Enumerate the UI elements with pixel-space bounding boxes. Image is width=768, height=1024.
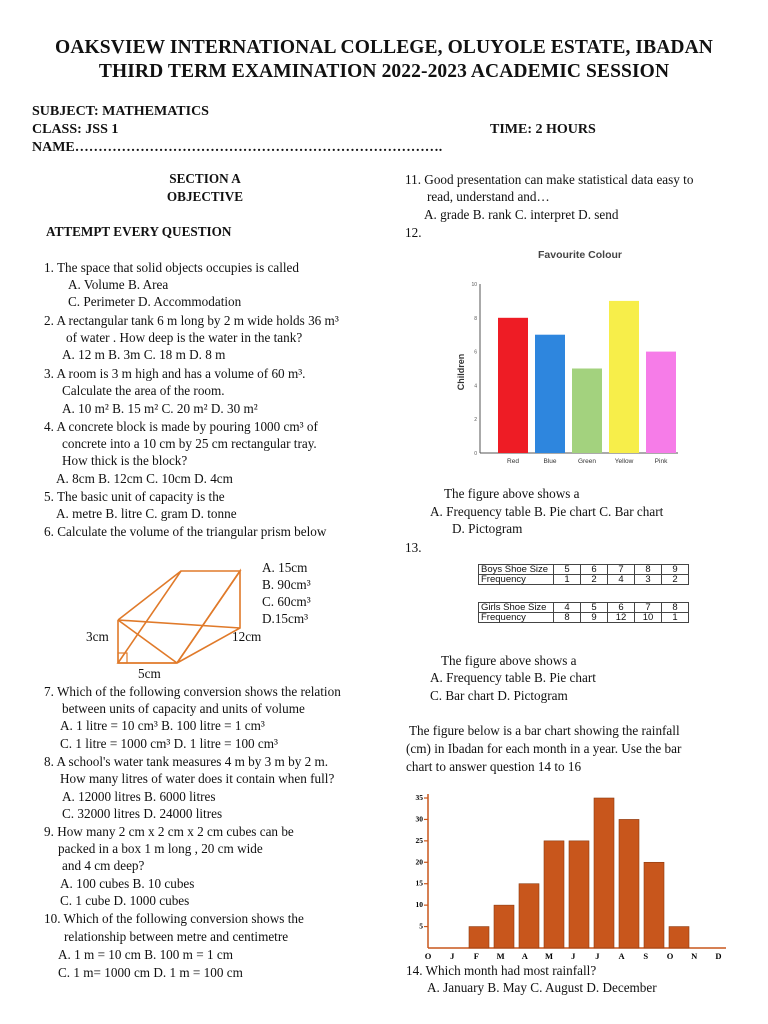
x-tick-label: O (424, 951, 432, 961)
x-tick-label: Green (577, 458, 597, 465)
y-tick-label: 15 (415, 878, 423, 888)
exam-title: THIRD TERM EXAMINATION 2022-2023 ACADEMIC SESSION (98, 61, 670, 82)
table-cell: 6 (581, 565, 608, 575)
x-tick-label: Red (507, 458, 519, 465)
girls-shoe-table (478, 602, 689, 623)
question-line: of water . How deep is the water in the tank? (66, 330, 303, 345)
question-line: The figure above shows a (441, 653, 577, 668)
question-line: C. 60cm³ (262, 594, 311, 609)
rainfall-chart (408, 782, 728, 962)
table-cell: 10 (635, 613, 662, 623)
x-tick-label: F (473, 951, 480, 961)
y-tick-label: 10 (415, 900, 423, 910)
prism-edge (118, 571, 181, 620)
table-row (479, 603, 689, 613)
x-tick-label: Blue (543, 458, 557, 465)
table-cell: 8 (662, 603, 689, 613)
table-cell: Frequency (479, 613, 554, 623)
question-line: 3cm (86, 629, 109, 644)
prism-face-side (177, 571, 240, 663)
question-line: 6. Calculate the volume of the triangular prism below (44, 524, 327, 539)
question-line: A. 8cm B. 12cm C. 10cm D. 4cm (56, 471, 233, 486)
question-line: How many litres of water does it contain when full? (60, 771, 335, 786)
question-line: How thick is the block? (62, 453, 188, 468)
question-line: concrete into a 10 cm by 25 cm rectangular tray. (62, 436, 317, 451)
question-line: relationship between metre and centimetre (64, 929, 289, 944)
x-tick-label: O (666, 951, 674, 961)
table-cell: 6 (608, 603, 635, 613)
question-line: D.15cm³ (262, 611, 309, 626)
x-tick-label: Pink (654, 458, 668, 465)
question-line: 14. Which month had most rainfall? (406, 963, 597, 978)
table-row (479, 565, 689, 575)
x-tick-label: N (691, 951, 698, 961)
y-tick-label: 10 (471, 282, 477, 288)
question-line: A. 1 m = 10 cm B. 100 m = 1 cm (58, 947, 233, 962)
x-tick-label: J (450, 951, 455, 961)
x-tick-label: M (496, 951, 505, 961)
table-cell: 4 (608, 575, 635, 585)
subject-label: SUBJECT: MATHEMATICS (32, 104, 209, 119)
table-cell: 8 (554, 613, 581, 623)
section-title: SECTION A (169, 171, 241, 186)
question-line: A. 12 m B. 3m C. 18 m D. 8 m (62, 347, 226, 362)
bar-pink (646, 352, 676, 453)
y-tick-label: 35 (415, 793, 423, 802)
question-line: D. Pictogram (452, 521, 523, 536)
table-cell: 2 (662, 575, 689, 585)
y-tick-label: 5 (419, 921, 423, 931)
x-tick-label: D (715, 951, 722, 961)
table-cell: 9 (662, 565, 689, 575)
question-line: between units of capacity and units of volume (62, 701, 305, 716)
instruction: ATTEMPT EVERY QUESTION (46, 224, 232, 239)
bar-green (572, 369, 602, 454)
bar-yellow (609, 301, 639, 453)
table-cell: 2 (581, 575, 608, 585)
favourite-colour-chart (450, 244, 690, 466)
question-line: A. 1 litre = 10 cm³ B. 100 litre = 1 cm³ (60, 718, 265, 733)
table-cell: 5 (581, 603, 608, 613)
question-line: 5. The basic unit of capacity is the (44, 489, 225, 504)
question-line: (cm) in Ibadan for each month in a year. Use the bar (406, 741, 682, 756)
y-tick-label: 30 (415, 814, 423, 824)
school-name: OAKSVIEW INTERNATIONAL COLLEGE, OLUYOLE ESTATE, IBADAN (55, 37, 713, 58)
question-line: C. Perimeter D. Accommodation (68, 294, 242, 309)
x-tick-label: S (643, 951, 649, 961)
table-row (479, 613, 689, 623)
question-line: 2. A rectangular tank 6 m long by 2 m wide holds 36 m³ (44, 313, 339, 328)
x-tick-label: A (618, 951, 625, 961)
rain-bar (519, 884, 539, 948)
rain-bar (619, 819, 639, 948)
table-cell: 1 (662, 613, 689, 623)
question-line: A. metre B. litre C. gram D. tonne (56, 506, 237, 521)
table-row (479, 575, 689, 585)
triangular-prism-diagram (100, 560, 270, 670)
rain-bar (594, 798, 614, 948)
rain-bar (669, 927, 689, 948)
bar-blue (535, 335, 565, 453)
x-tick-label: J (595, 951, 600, 961)
rain-bar (494, 905, 514, 948)
question-line: 5cm (138, 666, 161, 681)
question-line: A. 100 cubes B. 10 cubes (60, 876, 195, 891)
question-line: C. 1 m= 1000 cm D. 1 m = 100 cm (58, 965, 243, 980)
x-tick-label: Yellow (614, 458, 634, 465)
question-line: and 4 cm deep? (62, 858, 145, 873)
table-cell: 5 (554, 565, 581, 575)
question-line: 3. A room is 3 m high and has a volume of 60 m³. (44, 366, 306, 381)
question-line: packed in a box 1 m long , 20 cm wide (58, 841, 263, 856)
question-line: The figure below is a bar chart showing the rainfall (409, 723, 680, 738)
section-subtitle: OBJECTIVE (166, 189, 244, 204)
class-label: CLASS: JSS 1 (32, 122, 119, 137)
question-line: A. Frequency table B. Pie chart C. Bar chart (430, 504, 664, 519)
question-line: A. Frequency table B. Pie chart (430, 670, 596, 685)
question-line: C. 32000 litres D. 24000 litres (62, 806, 223, 821)
question-line: chart to answer question 14 to 16 (406, 759, 582, 774)
x-tick-label: M (544, 951, 554, 961)
question-line: 10. Which of the following conversion shows the (44, 911, 304, 926)
question-line: 4. A concrete block is made by pouring 1000 cm³ of (44, 419, 318, 434)
table-cell: Girls Shoe Size (479, 603, 554, 613)
bar-red (498, 318, 528, 453)
table-cell: 7 (608, 565, 635, 575)
rain-bar (469, 927, 489, 948)
question-line: read, understand and… (427, 189, 550, 204)
rain-bar (544, 841, 564, 948)
question-line: A. Volume B. Area (68, 277, 169, 292)
question-line: 11. Good presentation can make statistical data easy to (405, 172, 694, 187)
table-cell: 4 (554, 603, 581, 613)
table-cell: 12 (608, 613, 635, 623)
question-line: A. grade B. rank C. interpret D. send (424, 207, 619, 222)
boys-shoe-table (478, 564, 689, 585)
chart-title: Favourite Colour (537, 249, 623, 261)
name-field: NAME……………………………………………………………………. (32, 140, 443, 155)
table-cell: 1 (554, 575, 581, 585)
y-tick-label: 20 (415, 857, 423, 867)
table-cell: 8 (635, 565, 662, 575)
question-line: C. Bar chart D. Pictogram (430, 688, 568, 703)
y-tick-label: 0 (474, 451, 477, 457)
y-tick-label: 25 (415, 835, 423, 845)
question-line: 12. (405, 225, 422, 240)
question-line: 12cm (232, 629, 262, 644)
table-cell: 3 (635, 575, 662, 585)
question-line: A. 12000 litres B. 6000 litres (62, 789, 216, 804)
question-line: C. 1 cube D. 1000 cubes (60, 893, 190, 908)
rain-bar (569, 841, 589, 948)
table-cell: Frequency (479, 575, 554, 585)
time-label: TIME: 2 HOURS (490, 122, 596, 137)
x-tick-label: A (521, 951, 528, 961)
table-cell: Boys Shoe Size (479, 565, 554, 575)
x-tick-label: J (571, 951, 576, 961)
question-line: The figure above shows a (444, 486, 580, 501)
table-cell: 9 (581, 613, 608, 623)
table-cell: 7 (635, 603, 662, 613)
question-line: 8. A school's water tank measures 4 m by 3 m by 2 m. (44, 754, 329, 769)
question-line: 13. (405, 540, 422, 555)
y-tick-label: 8 (474, 315, 477, 322)
rain-bar (644, 862, 664, 948)
question-line: C. 1 litre = 1000 cm³ D. 1 litre = 100 cm³ (60, 736, 278, 751)
y-tick-label: 2 (474, 417, 477, 424)
question-line: A. January B. May C. August D. December (427, 980, 657, 995)
y-tick-label: 6 (474, 349, 477, 356)
question-line: 1. The space that solid objects occupies is called (44, 260, 300, 275)
question-line: A. 10 m² B. 15 m² C. 20 m² D. 30 m² (62, 401, 258, 416)
question-line: 7. Which of the following conversion shows the relation (44, 684, 341, 699)
y-tick-label: 4 (474, 383, 477, 390)
question-line: B. 90cm³ (262, 577, 311, 592)
question-line: 9. How many 2 cm x 2 cm x 2 cm cubes can be (44, 824, 294, 839)
prism-edge (118, 620, 240, 628)
question-line: Calculate the area of the room. (62, 383, 225, 398)
y-axis-label: Children (456, 353, 466, 391)
prism-face-top (118, 571, 240, 663)
question-line: A. 15cm (262, 560, 308, 575)
